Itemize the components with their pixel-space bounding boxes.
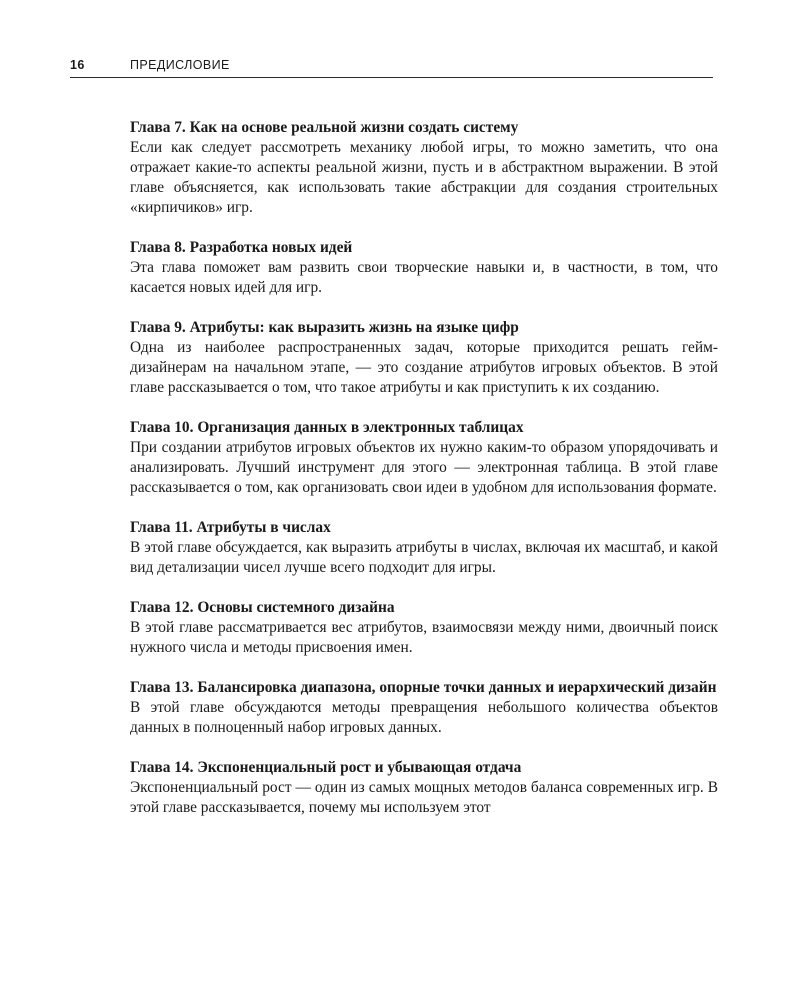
chapter-description: В этой главе обсуждается, как выразить атрибуты в числах, включая их масштаб, и какой вид детализации чисел лучше всего подходит для игры. [130,539,718,576]
chapter-9-entry [130,318,718,398]
chapter-description: Экспоненциальный рост — один из самых мощных методов баланса современных игр. В этой главе рассказывается, почему мы используем этот [130,779,718,816]
chapter-heading: Глава 14. Экспоненциальный рост и убывающая отдача [130,759,522,776]
chapter-description: При создании атрибутов игровых объектов их нужно каким-то образом упорядочивать и анализировать. Лучший инструмент для этого — электронная таблица. В этой главе рассказывается о том, как организовать свои идеи в удобном для использования формате. [130,439,718,496]
chapter-heading: Глава 12. Основы системного дизайна [130,599,395,616]
chapter-7-entry [130,118,718,218]
chapter-heading: Глава 7. Как на основе реальной жизни создать систему [130,119,519,136]
chapter-heading: Глава 8. Разработка новых идей [130,239,353,256]
chapter-14-entry [130,758,718,818]
chapter-11-entry [130,518,718,578]
chapter-description: В этой главе рассматривается вес атрибутов, взаимосвязи между ними, двоичный поиск нужного числа и методы присвоения имен. [130,619,718,656]
chapter-heading: Глава 10. Организация данных в электронных таблицах [130,419,524,436]
chapter-description: Эта глава поможет вам развить свои творческие навыки и, в частности, в том, что касается новых идей для игр. [130,259,718,296]
chapter-8-entry [130,238,718,298]
chapter-heading: Глава 11. Атрибуты в числах [130,519,331,536]
chapter-description: Одна из наиболее распространенных задач, которые приходится решать гейм-дизайнерам на начальном этапе, — это создание атрибутов игровых объектов. В этой главе рассказывается о том, что такое атрибуты и как приступить к их созданию. [130,339,718,396]
chapter-heading: Глава 13. Балансировка диапазона, опорные точки данных и иерархический дизайн [130,679,717,696]
chapter-12-entry [130,598,718,658]
chapter-10-entry [130,418,718,498]
chapter-description: Если как следует рассмотреть механику любой игры, то можно заметить, что она отражает какие-то аспекты реальной жизни, пусть и в абстрактном выражении. В этой главе объясняется, как использовать такие абстракции для создания строительных «кирпичиков» игр. [130,139,718,216]
page-body [130,118,718,838]
section-title: ПРЕДИСЛОВИЕ [130,58,230,72]
running-head [70,57,713,78]
chapter-heading: Глава 9. Атрибуты: как выразить жизнь на языке цифр [130,319,519,336]
chapter-description: В этой главе обсуждаются методы превращения небольшого количества объектов данных в полноценный набор игровых данных. [130,699,718,736]
page-number: 16 [70,58,85,72]
chapter-13-entry [130,678,718,738]
